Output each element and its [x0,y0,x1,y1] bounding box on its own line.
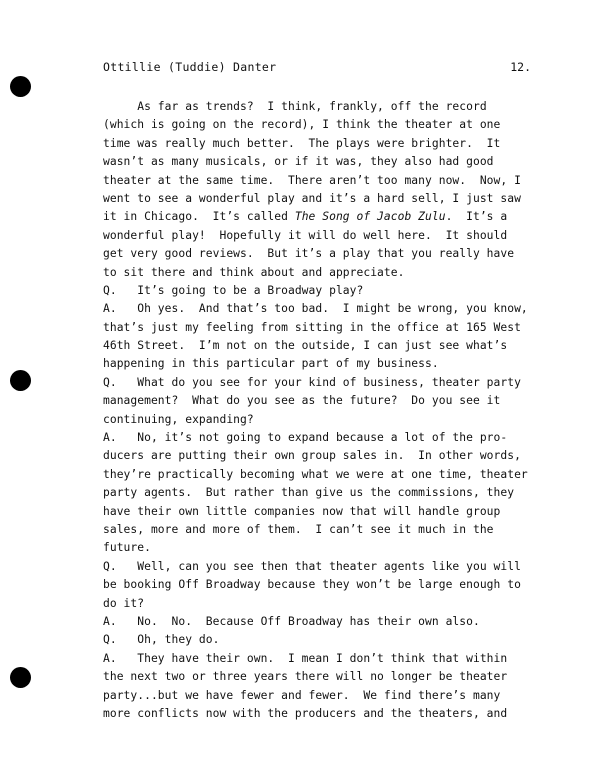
transcript-line: party...but we have fewer and fewer. We find there’s many [103,688,501,702]
transcript-line: happening in this particular part of my business. [103,357,439,371]
transcript-line: ducers are putting their own group sales in. In other words, [103,449,521,463]
transcript-line: wonderful play! Hopefully it will do well here. It should [103,228,508,242]
transcript-line: (which is going on the record), I think the theater at one [103,118,501,132]
line-segment: . It’s a [445,210,508,224]
binder-hole-top [10,76,31,97]
transcript-body [103,98,533,723]
line-segment: it in Chicago. It’s called [103,210,295,224]
transcript-line: that’s just my feeling from sitting in the office at 165 West [103,320,521,334]
binder-hole-bottom [10,667,31,688]
transcript-line: A. They have their own. I mean I don’t think that within [103,651,508,665]
transcript-line: A. No. No. Because Off Broadway has their own also. [103,614,480,628]
transcript-line: management? What do you see as the future? Do you see it [103,394,501,408]
binder-hole-middle [10,370,31,391]
transcript-line: continuing, expanding? [103,412,254,426]
transcript-line: As far as trends? I think, frankly, off the record [103,100,487,113]
transcript-line: time was really much better. The plays were brighter. It [103,136,501,150]
transcript-line: Q. It’s going to be a Broadway play? [103,283,364,297]
transcript-line: sales, more and more of them. I can’t see it much in the [103,522,494,536]
transcript-line: Q. Oh, they do. [103,633,220,647]
transcript-line: they’re practically becoming what we were at one time, theater [103,467,528,481]
play-title: The Song of Jacob Zulu [294,210,446,224]
transcript-line: have their own little companies now that will handle group [103,504,501,518]
transcript-line: A. No, it’s not going to expand because a lot of the pro- [103,431,508,445]
transcript-line: Q. Well, can you see then that theater agents like you will [103,559,521,573]
transcript-line [103,208,533,226]
transcript-line: to sit there and think about and appreciate. [103,265,405,279]
transcript-line: do it? [103,596,145,610]
transcript-line: went to see a wonderful play and it’s a hard sell, I just saw [103,191,521,205]
page-number: 12. [510,60,531,74]
transcript-line: theater at the same time. There aren’t too many now. Now, I [103,173,521,187]
page-header-name: Ottillie (Tuddie) Danter [103,60,277,74]
transcript-line: get very good reviews. But it’s a play that you really have [103,247,515,261]
transcript-line: wasn’t as many musicals, or if it was, they also had good [103,155,494,169]
transcript-line: more conflicts now with the producers and the theaters, and [103,706,508,720]
transcript-line: party agents. But rather than give us the commissions, they [103,486,515,500]
transcript-line: future. [103,541,151,555]
transcript-line: the next two or three years there will no longer be theater [103,670,508,684]
transcript-line: A. Oh yes. And that’s too bad. I might be wrong, you know, [103,302,528,316]
transcript-line: Q. What do you see for your kind of business, theater party [103,375,521,389]
transcript-line: be booking Off Broadway because they won’t be large enough to [103,578,521,592]
transcript-line: 46th Street. I’m not on the outside, I can just see what’s [103,339,508,353]
